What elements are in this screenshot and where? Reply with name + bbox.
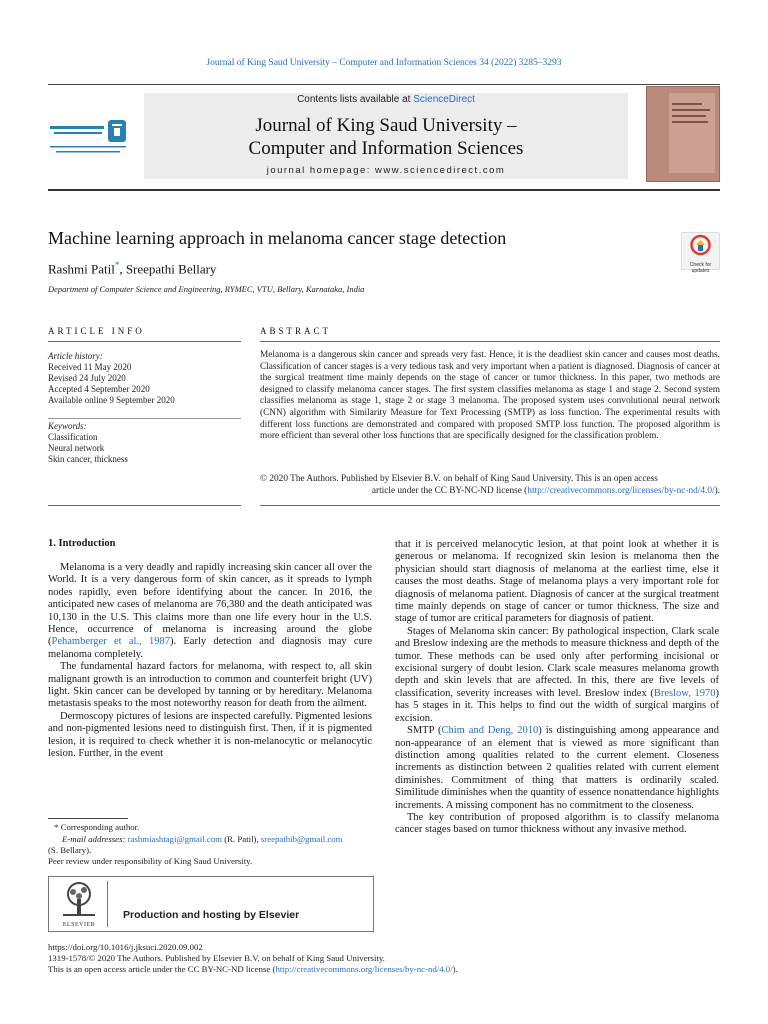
citation-link[interactable]: Breslow, 1970: [653, 687, 716, 699]
paragraph-text: SMTP (: [407, 725, 442, 737]
elsevier-tree-icon: [59, 881, 99, 917]
license-link[interactable]: http://creativecommons.org/licenses/by-nc-nd/4.0/: [275, 964, 453, 974]
abstract-heading: ABSTRACT: [260, 326, 332, 336]
abstract-text: Melanoma is a dangerous skin cancer and spreads very fast. Hence, it is the deadliest skin cancer and causes most deaths. Classification of cancer stages is a very tedious task and very important when a patient is diagnosed. Diagnosis of cancer at the surgical treatment time mainly depends on the stage of cancer or tumor thickness. In this paper, two methods are designed to classify melanoma cancer stages. The first system classifies melanoma as stage 1 and stage 2. Second system classifies melanoma as stage 1, stage 2 or stage 3 melanoma. The proposed system uses convolutional neural network (CNN) algorithm with Similarity Measure for Text Processing (SMTP) as loss function. The experimental results with different loss functions are demonstrated and compared with proposed SMTP loss function. The proposed algorithm is more efficient than several other loss functions that are specifically designed for the classification problem.: [260, 350, 720, 442]
keyword: Skin cancer, thickness: [48, 454, 128, 464]
citation-link[interactable]: Pehamberger et al., 1987: [51, 636, 170, 648]
paragraph: [395, 725, 719, 812]
corresponding-author-note: * Corresponding author.: [54, 822, 140, 832]
info-bottom-rule: [48, 505, 241, 506]
license-suffix: ).: [452, 964, 458, 974]
paragraph-text: ) has 5 stages in it. This helps to find out the width of surgical margins of excision.: [395, 687, 719, 724]
paragraph: [395, 626, 719, 725]
cover-text-line: [672, 115, 706, 117]
paragraph: [48, 562, 372, 661]
paragraph-text: Melanoma is a very deadly and rapidly increasing skin cancer all over the World. It is a very dangerous form of skin cancer, as it spreads to lymph nodes rapidly, even before identifying about the cancer. In 2016, the anticipated new cases of melanoma are 76,380 and the death anticipated was 10,130 in the U.S. This claims more than one life every hour in the U.S. Hence, occurrence of melanoma is increasing around the globe (: [48, 562, 372, 648]
paragraph-text: ). Early detection and diagnosis may cure melanoma completely.: [48, 636, 372, 660]
email-owner: (S. Bellary).: [48, 845, 92, 855]
cover-text-line: [672, 103, 702, 105]
copyright-line1: © 2020 The Authors. Published by Elsevier B.V. on behalf of King Saud University. This is an open access: [260, 474, 658, 484]
info-rule: [48, 341, 241, 342]
ksu-logo: [48, 118, 130, 158]
author-list: [48, 260, 216, 277]
article-title: Machine learning approach in melanoma cancer stage detection: [48, 228, 507, 248]
header-bottom-rule: [48, 189, 720, 191]
elsevier-logo: [59, 881, 99, 927]
license-prefix: This is an open access article under the CC BY-NC-ND license (: [48, 964, 276, 974]
contents-prefix: Contents lists available at: [297, 94, 414, 105]
journal-cover-image[interactable]: [646, 86, 720, 182]
sciencedirect-link[interactable]: ScienceDirect: [413, 94, 475, 105]
footnote-rule: [48, 818, 128, 819]
paragraph: The fundamental hazard factors for melanoma, with respect to, all skin malignant growth is an introduction to common and counterfeit bright (UV) light. Skin cancer can be developed by tanning or by hereditary. Melanoma metastasis speaks to the most noteworthy reason for death from the ailment.: [48, 661, 372, 710]
email-owner: (R. Patil),: [222, 834, 261, 844]
journal-homepage[interactable]: journal homepage: www.sciencedirect.com: [266, 165, 506, 176]
elsevier-production-box: [48, 876, 374, 932]
elsevier-divider: [107, 881, 108, 927]
header-top-rule: [48, 84, 720, 85]
production-hosting-text: Production and hosting by Elsevier: [123, 909, 300, 921]
keywords-rule: [48, 418, 241, 419]
article-info-heading: ARTICLE INFO: [48, 326, 145, 336]
keyword: Classification: [48, 432, 98, 442]
cover-panel: [669, 93, 715, 173]
cover-text-line: [672, 109, 710, 111]
check-updates-label: Check for updates: [689, 262, 712, 274]
body-column-left: [48, 562, 372, 761]
license-link[interactable]: http://creativecommons.org/licenses/by-nc-nd/4.0/: [527, 485, 715, 496]
affiliation: Department of Computer Science and Engineering, RYMEC, VTU, Bellary, Karnataka, India: [48, 284, 365, 294]
author-separator: ,: [119, 261, 126, 277]
journal-title-line1: Journal of King Saud University –: [255, 115, 517, 136]
history-entry: Accepted 4 September 2020: [48, 384, 150, 394]
history-entry: Revised 24 July 2020: [48, 373, 126, 383]
corresponding-mark[interactable]: *: [114, 260, 120, 270]
history-entry: Received 11 May 2020: [48, 362, 132, 372]
copyright-notice: [260, 474, 720, 497]
elsevier-wordmark: ELSEVIER: [62, 922, 96, 928]
contents-line: [144, 94, 628, 105]
copyright-prefix: article under the CC BY-NC-ND license (: [371, 485, 528, 496]
journal-title: [144, 114, 628, 160]
copyright-line2: [260, 486, 720, 498]
email-link[interactable]: rashmiashtagi@gmail.com: [127, 834, 222, 844]
keywords-label: Keywords:: [48, 421, 87, 431]
citation-link[interactable]: Chim and Deng, 2010: [441, 725, 539, 737]
check-for-updates-button[interactable]: [681, 232, 720, 274]
paragraph-text: Stages of Melanoma skin cancer: By pathological inspection, Clark scale and Breslow indexing are the methods to measure thickness and depth of the tumor. These methods can be used only after performing incisional or excisional surgery of doubt lesion. Clark scale measures melanoma growth depth and skin levels that are affected. In this, there are five levels of classification, severity increases with level. Breslow index (: [395, 625, 719, 699]
abstract-bottom-rule: [260, 505, 720, 506]
journal-title-line2: Computer and Information Sciences: [248, 138, 524, 159]
doi-link[interactable]: https://doi.org/10.1016/j.jksuci.2020.09.002: [48, 942, 203, 952]
abstract-rule: [260, 341, 720, 342]
copyright-suffix: ).: [714, 485, 720, 496]
cover-text-line: [672, 121, 708, 123]
journal-reference[interactable]: Journal of King Saud University – Computer and Information Sciences 34 (2022) 3285–3293: [206, 58, 562, 68]
paragraph: that it is perceived melanocytic lesion, at that point look at whether it is generous or melanoma. If recognized skin lesion is melanoma then the physician should start diagnosis of melanoma at the earliest time, else it causes the most deaths. Stage of melanoma plays a very important role for diagnosis of melanoma patient. Diagnosis of cancer at the surgical treatment time mainly depends on stage of cancer or tumor thickness. The size and stage of tumor are critical parameters for diagnosis of patient.: [395, 539, 719, 625]
history-entry: Available online 9 September 2020: [48, 395, 175, 405]
history-label: Article history:: [48, 351, 103, 361]
email-label: E-mail addresses:: [62, 834, 128, 844]
check-updates-icon: [682, 233, 719, 257]
section-heading-introduction: 1. Introduction: [48, 538, 116, 549]
paragraph: The key contribution of proposed algorithm is to classify melanoma cancer stages based on tumor thickness without any invasive method.: [395, 811, 719, 836]
paragraph: Dermoscopy pictures of lesions are inspected carefully. Pigmented lesions and non-pigmented lesions need to distinguish first. Then, if it is pigmented lesion, it is required to check whether it is non-melanocytic or melanocytic lesion. Further, in the event: [48, 710, 372, 760]
peer-review-note: Peer review under responsibility of King Saud University.: [48, 856, 253, 866]
paragraph-text: ) is distinguishing among appearance and non-appearance of an element that is viewed as more significant than distinction among qualities related to the current element. Closeness increments as distinction between 2 qualities related with current element diminishes. Commitment of thing that matters is ordinarily scaled. Similitude diminishes when the quantity of essence nonattendance highlights increments. A missing component has no commitment to the closeness.: [395, 725, 719, 811]
author-name[interactable]: Sreepathi Bellary: [125, 261, 217, 277]
keyword: Neural network: [48, 443, 105, 453]
body-column-right: [395, 539, 719, 837]
email-link[interactable]: sreepathib@gmail.com: [260, 834, 343, 844]
ksu-emblem-icon: [48, 118, 130, 158]
author-name[interactable]: Rashmi Patil: [48, 261, 115, 277]
license-note: [48, 964, 458, 975]
issn-note: 1319-1578/© 2020 The Authors. Published by Elsevier B.V. on behalf of King Saud University.: [48, 953, 385, 963]
email-addresses: [62, 834, 343, 845]
